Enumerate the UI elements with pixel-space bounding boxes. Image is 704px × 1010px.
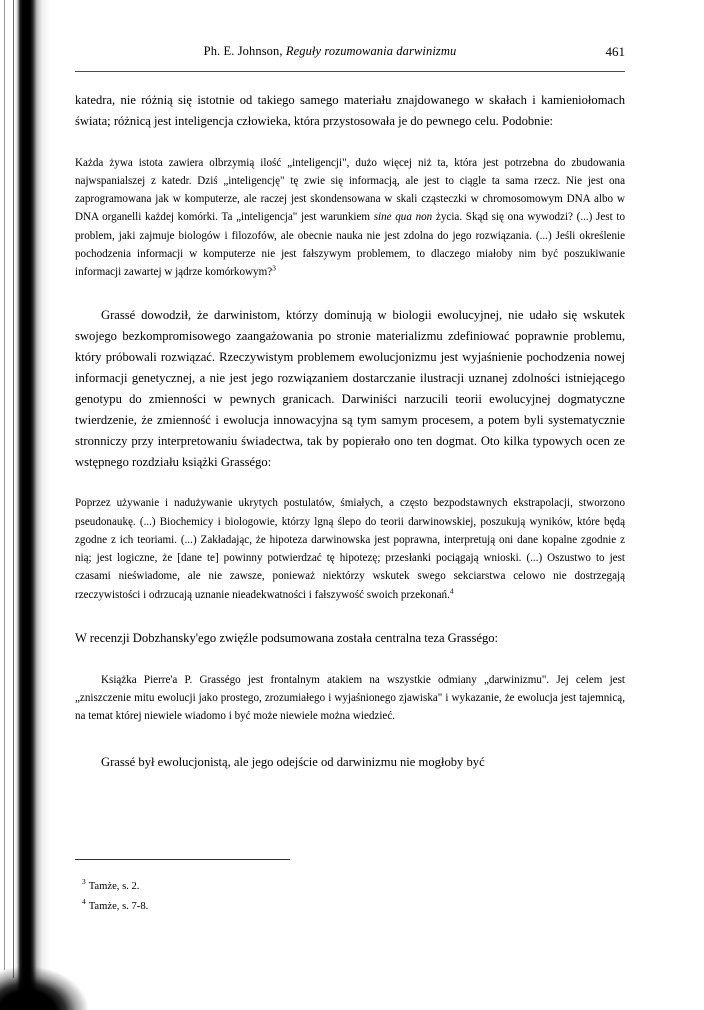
header-divider-rule [75,71,625,72]
footnote-text: Tamże, s. 2. [88,881,140,892]
block-quote-1-latin-phrase: sine qua non [373,211,433,224]
running-head [75,44,625,62]
block-quote-1-text-b: życia. Skąd się ona wywodzi? (...) Jest to problem, jaki zajmuje biologów i filozofów, ale obecnie nauka nie jest zdolna do jego rozwiązania. (...) Jeśli określenie pochodzenia informacji w komputerze nie jest fałszywym problemem, to dlaczego miałoby nim być poszukiwanie informacji zawartej w jądrze komórkowym? [75,211,626,279]
footnote-list [82,877,482,917]
binding-shadow [0,0,60,1010]
spacer [75,485,625,494]
page-number: 461 [605,44,625,59]
body-paragraph-4: Grassé był ewolucjonistą, ale jego odejście od darwinizmu nie mogłoby być [101,755,485,770]
body-paragraph-2: Grassé dowodził, że darwinistom, którzy dominują w biologii ewolucyjnej, nie udało się wskutek swojego bezkompromisowego zaangażowania po stronie materializmu zdefiniować poprawnie problemu, który próbowali rozwiązać. Rzeczywistym problemem ewolucjonizmu jest wyjaśnienie pochodzenia nowej informacji genetycznej, a nie jest jego rozwiązaniem dostarczanie ilustracji uznanej zdolności istniejącego genotypu do zmienności w pewnych granicach. Darwiniści narzucili teorii ewolucyjnej dogmatyczne twierdzenie, że zmienność i ewolucja innowacyjna są tym samym procesem, a potem byli systematycznie stronniczy przy interpretowaniu świadectwa, tak by popierało ono ten dogmat. Oto kilka typowych ocen ze wstępnego rozdziału książki Grasségo: [75,308,625,469]
footnote-item [82,877,482,897]
block-quote-3: Książka Pierre'a P. Grasségo jest frontalnym atakiem na wszystkie odmiany „darwinizmu". Jej celem jest „zniszczenie mitu ewolucji jako prostego, zrozumiałego i wyjaśnionego zjawiska" i wykazanie, że ewolucja jest tajemnicą, na temat której niewiele wiadomo i być może niewiele można wiedzieć. [75,673,625,723]
body-paragraph-1: katedra, nie różnią się istotnie od takiego samego materiału znajdowanego w skałach i kamieniołomach świata; różnicą jest inteligencja człowieka, która przystosowała je do pewnego celu. Podobnie: [75,93,625,128]
running-head-author: Ph. E. Johnson, [203,44,283,58]
text-column [75,90,625,786]
block-quote-2-text: Poprzez używanie i nadużywanie ukrytych postulatów, śmiałych, a często bezpodstawnych ekstrapolacji, stworzono pseudonaukę. (...) Biochemicy i biologowie, którzy lgną ślepo do teorii darwinowskiej, poszukują wyników, które będą zgodne z ich teoriami. (...) Zakładając, że hipoteza darwinowska jest poprawna, interpretują oni dane kopalne zgodnie z nią; jest logiczne, że [dane te] powinny potwierdzać tę hipotezę; przesłanki pociągają wnioski. (...) Oszustwo to jest czasami nieświadome, ale nie zawsze, ponieważ niektórzy wskutek swego sekciarstwa celowo nie dostrzegają rzeczywistości i odrzucają uznanie nieadekwatności i fałszywość swoich przekonań. [75,497,625,601]
running-head-book-title: Reguły rozumowania darwinizmu [285,44,457,58]
footnote-separator-rule [75,859,290,860]
spacer [75,145,625,154]
spacer [75,617,625,628]
spacer [75,294,625,305]
footnote-text: Tamże, s. 7-8. [88,901,149,912]
block-quote-1-text-a: Każda żywa istota zawiera olbrzymią ilość „inteligencji", dużo więcej niż ta, która jest potrzebna do zbudowania najwspanialszej z katedr. Dziś „inteligencję" tę zwie się informacją, ale jest to ciągle ta sama rzecz. Nie jest ona zaprogramowana jak w komputerze, ale raczej jest skondensowana w skali cząsteczki w chromosomowym DNA albo w DNA organelli każdej komórki. Ta „inteligencja" jest warunkiem [75,156,625,224]
running-head-title [75,44,585,59]
footnote-number: 4 [82,897,86,907]
body-paragraph-3: W recenzji Dobzhansky'ego zwięźle podsumowana została centralna teza Grasségo: [75,630,499,645]
binding-shadow-flare [0,950,120,1010]
spacer [75,662,625,671]
block-quote-1 [75,154,625,281]
footnote-marker-3: 3 [272,263,276,273]
footnote-item [82,897,482,917]
footnote-marker-4: 4 [449,585,454,595]
footnote-number: 3 [82,877,86,887]
block-quote-2 [75,494,625,603]
spacer [75,738,625,752]
